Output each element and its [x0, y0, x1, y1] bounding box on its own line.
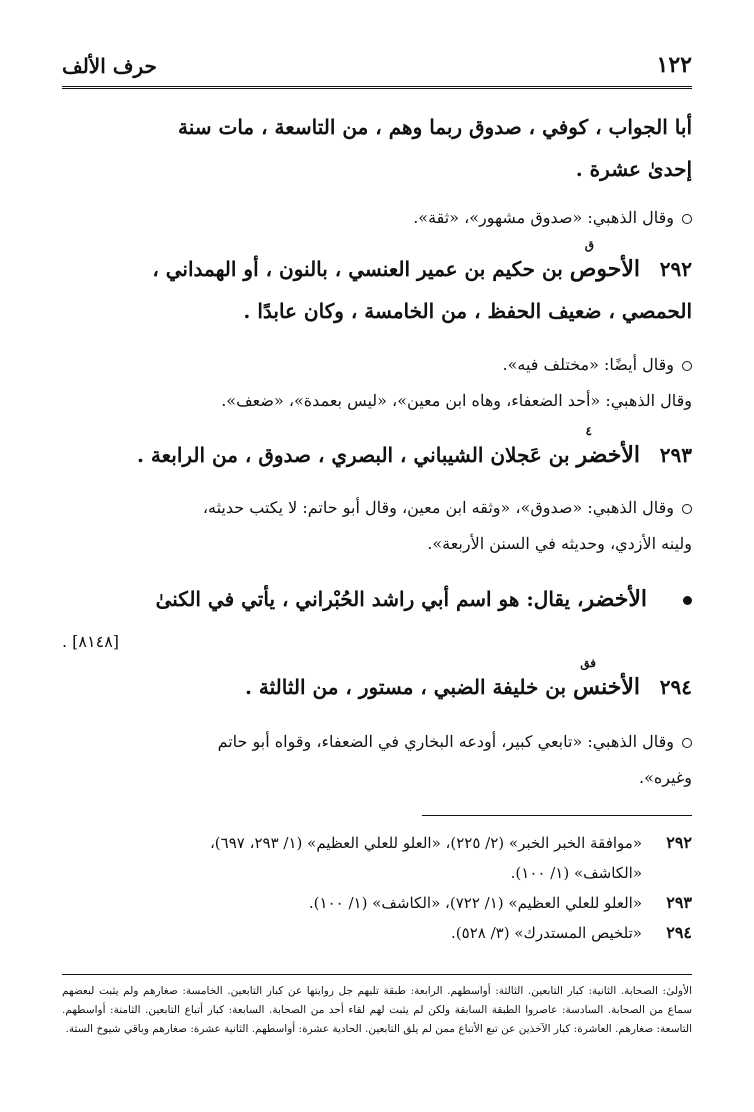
footnotes [62, 828, 692, 948]
circle-bullet-icon [682, 214, 692, 224]
page-header [62, 52, 692, 84]
chapter-title: حرف الألف [62, 54, 157, 78]
sigla-294: فق [580, 656, 596, 670]
key-rule [62, 974, 692, 975]
entry-292-notes [62, 347, 692, 419]
entry-number-293: ٢٩٣ [659, 443, 692, 467]
entry-name-294: الأخنس [573, 674, 640, 700]
note-text: وقال أيضًا: «مختلف فيه». [502, 355, 674, 374]
entry-292-line-2: الحمصي ، ضعيف الحفظ ، من الخامسة ، وكان عابدًا . [243, 299, 692, 323]
note-text: وقال الذهبي: «صدوق مشهور»، «ثقة». [413, 208, 674, 227]
footnote-text: «تلخيص المستدرك» (٣/ ٥٢٨). [451, 924, 642, 942]
footnote-number: ٢٩٤ [666, 923, 692, 942]
continuation-line-2: إحدىٰ عشرة . [575, 157, 692, 181]
note-text: وقال الذهبي: «صدوق»، «وثقه ابن معين، وقال أبو حاتم: لا يكتب حديثه، [202, 498, 674, 517]
kunya-line-1: ، يقال: هو اسم أبي راشد الحُبْراني ، يأتي في الكنىٰ [155, 587, 584, 611]
continuation-text [62, 106, 692, 190]
kunya-name: الأخضر [583, 586, 647, 612]
entry-number-294: ٢٩٤ [659, 675, 692, 699]
circle-bullet-icon [682, 504, 692, 514]
tabaqat-key: الأولىٰ: الصحابة. الثانية: كبار التابعين. الثالثة: أواسطهم. الرابعة: طبقة تليهم جل روايتها عن كبار التابعين. الخامسة: صغارهم ولم يثبت لبعضهم سماع من الصحابة. السادسة: عاصروا الطبقة السابقة ولكن لم يثبت لهم لقاء أحد من الصحابة. السابعة: كبار أتباع التابعين. الثامنة: أواسطهم. التاسعة: صغارهم. العاشرة: كبار الآخذين عن تبع الأتباع ممن لم يلق التابعين. الحادية عشرة: أواسطهم. الثانية عشرة: صغارهم وباقي شيوخ الستة. [62, 985, 692, 1035]
sigla-293: ٤ [585, 424, 592, 438]
footnote-rule [422, 815, 692, 816]
entry-294-line-1: بن خليفة الضبي ، مستور ، من الثالثة . [245, 675, 574, 699]
note-text: وقال الذهبي: «تابعي كبير، أودعه البخاري في الضعفاء، وقواه أبو حاتم [217, 732, 674, 751]
entry-294-notes [62, 724, 692, 796]
footnote-text: «الكاشف» (١/ ١٠٠). [510, 864, 642, 882]
dhahabi-note-1 [62, 200, 692, 236]
sigla-292: ق [584, 238, 594, 252]
continuation-line-1: أبا الجواب ، كوفي ، صدوق ربما وهم ، من التاسعة ، مات سنة [178, 115, 692, 139]
entry-293-notes [62, 490, 692, 562]
bullet-icon [683, 596, 692, 605]
entry-293 [62, 434, 692, 476]
footnote-number: ٢٩٢ [666, 833, 692, 852]
footnote-text: «العلو للعلي العظيم» (١/ ٧٢٢)، «الكاشف» (١/ ١٠٠). [308, 894, 642, 912]
header-rule [62, 86, 692, 92]
entry-number-292: ٢٩٢ [659, 257, 692, 281]
note-text: وقال الذهبي: «أحد الضعفاء، وهاه ابن معين»، «ليس بعمدة»، «ضعف». [221, 391, 692, 410]
entry-name-293: الأخضر [576, 442, 640, 468]
entry-293-line-1: بن عَجلان الشيباني ، البصري ، صدوق ، من الرابعة . [136, 443, 577, 467]
page-number: ١٢٢ [656, 52, 692, 78]
kunya-entry [62, 578, 692, 620]
footnote-number: ٢٩٣ [666, 893, 692, 912]
entry-292-line-1: بن حكيم بن عمير العنسي ، بالنون ، أو الهمداني ، [152, 257, 570, 281]
circle-bullet-icon [682, 738, 692, 748]
footnote-text: «موافقة الخبر الخبر» (٢/ ٢٢٥)، «العلو للعلي العظيم» (١/ ٢٩٣، ٦٩٧)، [209, 834, 642, 852]
note-text: وغيره». [638, 768, 692, 787]
entry-294 [62, 666, 692, 708]
entry-name-292: الأحوص [569, 256, 640, 282]
circle-bullet-icon [682, 361, 692, 371]
entry-292 [62, 248, 692, 332]
kunya-ref: [٨١٤٨] . [62, 632, 120, 651]
note-text: ولينه الأزدي، وحديثه في السنن الأربعة». [427, 534, 692, 553]
